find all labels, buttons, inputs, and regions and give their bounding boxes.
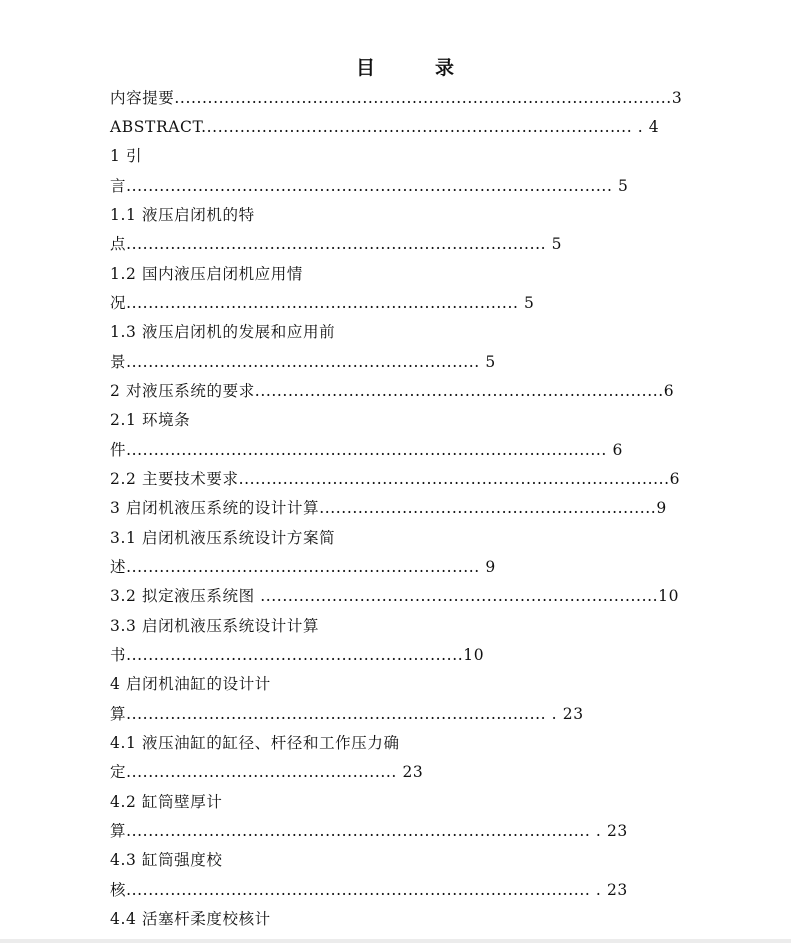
toc-line: 4 启闭机油缸的设计计 — [110, 675, 271, 693]
toc-line: 算............................................................................ . 23 — [110, 705, 584, 723]
toc-line: 3.1 启闭机液压系统设计方案简 — [110, 529, 336, 547]
toc-line: 2.2 主要技术要求..............................................................................6 — [110, 470, 681, 488]
toc-line: 言........................................................................................ 5 — [110, 177, 629, 195]
toc-line: 1.3 液压启闭机的发展和应用前 — [110, 323, 336, 341]
toc-title-left: 目 — [355, 57, 377, 79]
toc-line: 2 对液压系统的要求..........................................................................6 — [110, 382, 675, 400]
toc-line: 算.................................................................................... . 23 — [110, 822, 628, 840]
toc-line: 4.2 缸筒壁厚计 — [110, 793, 223, 811]
toc-line: 4.3 缸筒强度校 — [110, 851, 223, 869]
toc-line: 1 引 — [110, 147, 143, 165]
toc-line: 3.2 拟定液压系统图 ........................................................................10 — [110, 587, 680, 605]
toc-title-right: 录 — [435, 57, 457, 79]
toc-line: 景................................................................ 5 — [110, 353, 496, 371]
toc-line: 4.4 活塞杆柔度校核计 — [110, 910, 271, 928]
toc-line: 3.3 启闭机液压系统设计计算 — [110, 617, 320, 635]
toc-line: 点............................................................................ 5 — [110, 235, 563, 253]
toc-line: 核.................................................................................... . 23 — [110, 881, 628, 899]
toc-line: 3 启闭机液压系统的设计计算.............................................................9 — [110, 499, 667, 517]
toc-line: 4.1 液压油缸的缸径、杆径和工作压力确 — [110, 734, 400, 752]
toc-line: 书.............................................................10 — [110, 646, 485, 664]
toc-line: ABSTRACT.............................................................................. . 4 — [110, 118, 660, 136]
toc-line: 2.1 环境条 — [110, 411, 191, 429]
toc-line: 况....................................................................... 5 — [110, 294, 535, 312]
page-bottom-edge — [0, 939, 791, 943]
toc-title — [0, 53, 791, 80]
toc-line: 件....................................................................................... 6 — [110, 441, 623, 459]
toc-line: 1.1 液压启闭机的特 — [110, 206, 255, 224]
toc-line: 述................................................................ 9 — [110, 558, 496, 576]
toc-line: 内容提要..........................................................................................3 — [110, 89, 683, 107]
toc-line: 定................................................. 23 — [110, 763, 424, 781]
toc-line: 1.2 国内液压启闭机应用情 — [110, 265, 303, 283]
